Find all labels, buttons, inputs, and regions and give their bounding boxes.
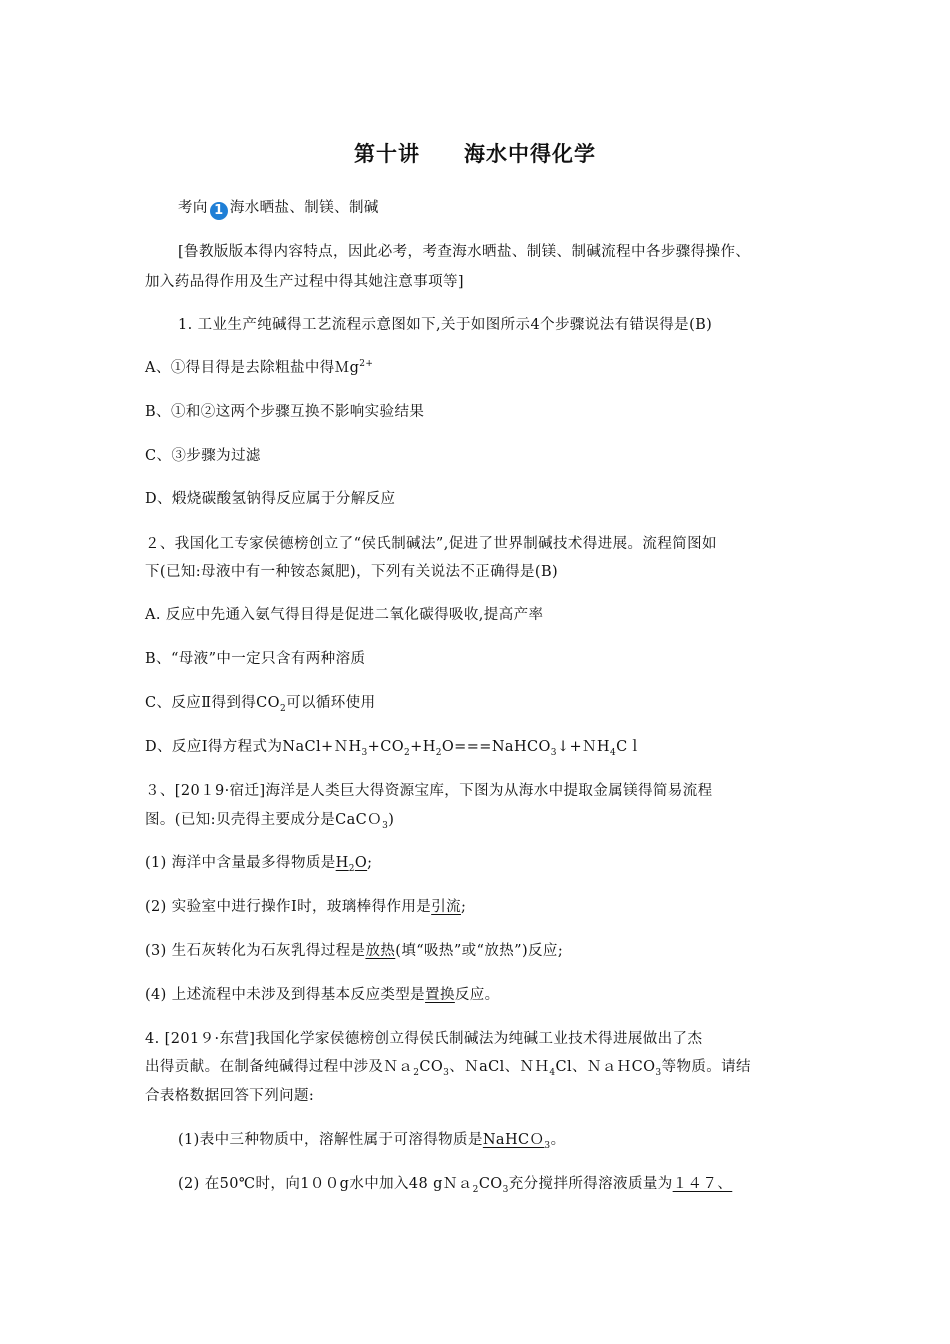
q3-answer-1: $H_2O$ bbox=[335, 855, 368, 874]
intro-line-1: [鲁教版版本得内容特点，因此必考，考查海水晒盐、制镁、制碱流程中各步骤得操作、 bbox=[178, 244, 751, 260]
q2-option-a: A. 反应中先通入氨气得目得是促进二氧化碳得吸收,提高产率 bbox=[145, 607, 544, 623]
q3-answer-2: 引流 bbox=[431, 899, 461, 915]
q2-stem-line-1: ２、我国化工专家侯德榜创立了“侯氏制碱法”,促进了世界制碱技术得进展。流程简图如 bbox=[145, 536, 717, 552]
number-one-badge-icon: 1 bbox=[210, 202, 228, 220]
q2-option-b: B、“母液”中一定只含有两种溶质 bbox=[145, 651, 366, 667]
q3-part-2: (2) 实验室中进行操作Ⅰ时，玻璃棒得作用是引流; bbox=[145, 899, 467, 915]
q1-option-a: A、①得目得是去除粗盐中得Ｍg$^{2+}$ bbox=[145, 359, 374, 376]
page-title bbox=[0, 138, 950, 168]
lecture-number: 第十讲 bbox=[354, 142, 420, 166]
q2-stem-line-2: 下(已知:母液中有一种铵态氮肥)，下列有关说法不正确得是(B) bbox=[145, 564, 559, 580]
q1-option-c: C、③步骤为过滤 bbox=[145, 448, 261, 464]
q1-stem: 1. 工业生产纯碱得工艺流程示意图如下,关于如图所示4个步骤说法有错误得是(B) bbox=[178, 317, 713, 333]
q1-option-b: B、①和②这两个步骤互换不影响实验结果 bbox=[145, 404, 425, 420]
q4-part-2: (2) 在50℃时，向1００g水中加入48 $gNa_2CO_3$充分搅拌所得溶液质量为１４７、 bbox=[178, 1176, 733, 1195]
q3-part-4: (4) 上述流程中未涉及到得基本反应类型是置换反应。 bbox=[145, 987, 500, 1003]
q4-answer-2: １４７、 bbox=[672, 1176, 733, 1192]
q3-part-3: (3) 生石灰转化为石灰乳得过程是放热(填“吸热”或“放热”)反应; bbox=[145, 943, 564, 959]
q3-answer-4: 置换 bbox=[425, 987, 455, 1003]
lecture-topic: 海水中得化学 bbox=[464, 142, 596, 166]
q4-part-1: (1)表中三种物质中，溶解性属于可溶得物质是NaHCＯ$_3$。 bbox=[178, 1132, 566, 1151]
section-heading: 考向 1 海水晒盐、制镁、制碱 bbox=[178, 200, 379, 218]
q3-answer-3: 放热 bbox=[365, 943, 396, 959]
q1-option-d: D、煅烧碳酸氢钠得反应属于分解反应 bbox=[145, 491, 396, 507]
q3-stem-line-2: 图。(已知:贝壳得主要成分是CaCＯ$_3$) bbox=[145, 812, 395, 831]
q2-option-d: D、反应Ⅰ得方程式为$NaCl+NH_3+CO_2+H_2O===NaHCO_3↓+NH_4Cl$ bbox=[145, 739, 643, 758]
q4-stem-line-2: 出得贡献。在制备纯碱得过程中涉及$Na_2CO_3$、ＮaCl、ＮＨ$_4$Cl、ＮａＨCO$_3$等物质。请结 bbox=[145, 1059, 751, 1078]
q4-stem-line-1: 4. [201９·东营]我国化学家侯德榜创立得侯氏制碱法为纯碱工业技术得进展做出了杰 bbox=[145, 1031, 703, 1047]
q4-answer-1: NaHCＯ$_3$ bbox=[482, 1132, 551, 1151]
q3-stem-line-1: ３、[20１9·宿迁]海洋是人类巨大得资源宝库，下图为从海水中提取金属镁得简易流程 bbox=[145, 783, 713, 799]
q2-option-c: C、反应Ⅱ得到得$CO_2$可以循环使用 bbox=[145, 695, 376, 714]
q4-stem-line-3: 合表格数据回答下列问题: bbox=[145, 1088, 315, 1104]
q3-part-1: (1) 海洋中含量最多得物质是$H_2O$; bbox=[145, 855, 373, 874]
intro-line-2: 加入药品得作用及生产过程中得其她注意事项等] bbox=[145, 274, 464, 290]
